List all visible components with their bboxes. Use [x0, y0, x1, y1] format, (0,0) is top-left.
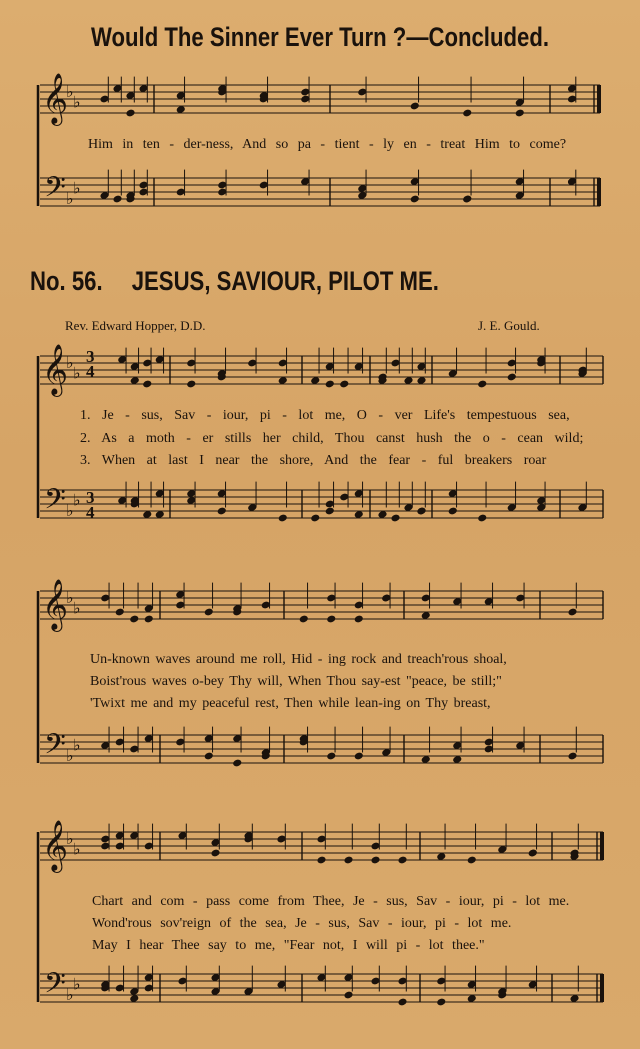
treble-note: [354, 601, 364, 610]
treble-note: [452, 597, 462, 606]
treble-note: [210, 838, 220, 847]
treble-note: [176, 91, 186, 100]
bass-note: [100, 980, 110, 989]
bass-note: [354, 510, 364, 519]
treble-note: [115, 608, 125, 617]
lyric-system2-verse2: Boist'rous waves o-bey Thy will, When Thou say-est "peace, be still;": [90, 674, 502, 689]
treble-note: [421, 594, 431, 603]
bass-note: [217, 188, 227, 197]
treble-note: [261, 601, 271, 610]
treble-note: [448, 369, 458, 378]
treble-note: [416, 362, 426, 371]
hymn-composer: J. E. Gould.: [478, 318, 540, 333]
bass-note: [138, 181, 148, 190]
bass-note: [130, 496, 140, 505]
bass-note: [339, 493, 349, 502]
bass-note: [343, 991, 353, 1000]
bass-note: [448, 507, 458, 516]
bass-note: [115, 984, 125, 993]
treble-note: [515, 109, 525, 118]
bass-note: [452, 741, 462, 750]
treble-note: [130, 376, 140, 385]
treble-note: [115, 831, 125, 840]
treble-note: [300, 95, 310, 104]
bass-note: [326, 752, 336, 761]
treble-note: [144, 615, 154, 624]
flat-sign: ♭: [73, 974, 81, 994]
treble-note: [536, 359, 546, 368]
bass-note: [397, 998, 407, 1007]
treble-note: [125, 91, 135, 100]
bass-note: [243, 987, 253, 996]
flat-sign: ♭: [73, 178, 81, 198]
treble-note: [536, 355, 546, 364]
bass-note: [112, 195, 122, 204]
treble-note: [129, 615, 139, 624]
bass-note: [186, 489, 196, 498]
treble-note: [100, 842, 110, 851]
bass-note: [217, 181, 227, 190]
bass-note: [515, 191, 525, 200]
lyric-system3-verse2: Wond'rous sov'reign of the sea, Je - sus, Sav - iour, pi - lot me.: [92, 916, 512, 931]
bass-note: [232, 734, 242, 743]
bass-note: [416, 507, 426, 516]
flat-sign: ♭: [66, 353, 74, 372]
bass-note: [354, 752, 364, 761]
bass-note: [467, 980, 477, 989]
treble-note: [567, 95, 577, 104]
bass-note: [536, 503, 546, 512]
treble-note: [130, 362, 140, 371]
bass-note: [421, 755, 431, 764]
time-signature-treble: 3 4: [86, 347, 95, 381]
bass-clef: 𝄢: [44, 728, 66, 768]
treble-note: [176, 105, 186, 114]
treble-note: [175, 590, 185, 599]
treble-note: [112, 84, 122, 93]
bass-note: [416, 507, 426, 516]
lyric-system3-verse1: Chart and com - pass come from Thee, Je - sus, Sav - iour, pi - lot me.: [92, 894, 570, 909]
treble-note: [416, 376, 426, 385]
treble-note: [259, 95, 269, 104]
bass-note: [397, 977, 407, 986]
treble-note: [528, 849, 538, 858]
bass-note: [142, 510, 152, 519]
bass-note: [462, 195, 472, 204]
lyric-system3-verse3: May I hear Thee say to me, "Fear not, I will pi - lot thee.": [92, 938, 485, 953]
treble-note: [377, 376, 387, 385]
treble-note: [397, 856, 407, 865]
treble-note: [278, 376, 288, 385]
flat-sign: ♭: [66, 501, 74, 520]
bass-note: [448, 489, 458, 498]
treble-note: [354, 362, 364, 371]
treble-note: [477, 380, 487, 389]
bass-note: [129, 987, 139, 996]
treble-note: [186, 359, 196, 368]
lyric-system1-verse1: 1. Je - sus, Sav - iour, pi - lot me, O - ver Life's tempestuous sea,: [80, 408, 570, 423]
lyric-system1-verse3: 3. When at last I near the shore, And the fear - ful breakers roar: [80, 453, 547, 468]
treble-note: [175, 601, 185, 610]
bass-note: [300, 177, 310, 186]
treble-note: [567, 608, 577, 617]
bass-note: [144, 984, 154, 993]
treble-note: [138, 84, 148, 93]
treble-note: [142, 380, 152, 389]
treble-note: [357, 88, 367, 97]
bass-note: [144, 734, 154, 743]
lyric-system2-verse1: Un-known waves around me roll, Hid - ing rock and treach'rous shoal,: [90, 652, 507, 667]
treble-note: [507, 359, 517, 368]
bass-note: [325, 507, 335, 516]
bass-note: [247, 503, 257, 512]
bass-note: [515, 741, 525, 750]
treble-note: [381, 594, 391, 603]
bass-note: [129, 994, 139, 1003]
treble-note: [577, 366, 587, 375]
bass-note: [507, 503, 517, 512]
bass-note: [462, 195, 472, 204]
bass-note: [536, 496, 546, 505]
previous-hymn-lyric-line: Him in ten - der-ness, And so pa - tient - ly en - treat Him to come?: [88, 137, 567, 152]
final-barline-thick: [597, 85, 601, 113]
bass-note: [243, 987, 253, 996]
bass-note: [176, 188, 186, 197]
treble-note: [243, 835, 253, 844]
treble-note: [247, 359, 257, 368]
bass-note: [138, 188, 148, 197]
treble-note: [569, 849, 579, 858]
treble-note: [403, 376, 413, 385]
treble-clef: 𝄞: [42, 344, 69, 395]
bass-note: [261, 752, 271, 761]
flat-sign: ♭: [66, 588, 74, 607]
bass-note: [436, 977, 446, 986]
treble-note: [100, 594, 110, 603]
treble-note: [467, 856, 477, 865]
bass-note: [276, 980, 286, 989]
bass-note: [354, 489, 364, 498]
bass-note: [232, 759, 242, 768]
flat-sign: ♭: [73, 363, 81, 383]
bass-note: [129, 745, 139, 754]
bass-note: [144, 973, 154, 982]
bass-note: [528, 980, 538, 989]
treble-note: [115, 842, 125, 851]
bass-clef: 𝄢: [44, 171, 66, 211]
treble-note: [515, 594, 525, 603]
bass-note: [343, 973, 353, 982]
bass-note: [99, 191, 109, 200]
treble-note: [567, 84, 577, 93]
hymn-title: JESUS, SAVIOUR, PILOT ME.: [131, 266, 439, 296]
treble-note: [259, 91, 269, 100]
treble-note: [339, 380, 349, 389]
bass-note: [115, 738, 125, 747]
treble-note: [125, 109, 135, 118]
flat-sign: ♭: [66, 829, 74, 848]
bass-note: [278, 514, 288, 523]
flat-sign: ♭: [66, 746, 74, 765]
flat-sign: ♭: [73, 839, 81, 859]
treble-note: [370, 842, 380, 851]
treble-note: [232, 608, 242, 617]
bass-note: [177, 977, 187, 986]
final-barline-thick: [597, 178, 601, 206]
treble-note: [577, 369, 587, 378]
bass-note: [484, 745, 494, 754]
treble-note: [326, 615, 336, 624]
flat-sign: ♭: [66, 985, 74, 1004]
treble-note: [436, 852, 446, 861]
bass-note: [316, 973, 326, 982]
treble-note: [117, 355, 127, 364]
flat-sign: ♭: [73, 735, 81, 755]
treble-note: [177, 831, 187, 840]
bass-note: [186, 496, 196, 505]
bass-note: [390, 514, 400, 523]
treble-note: [310, 376, 320, 385]
flat-sign: ♭: [73, 92, 81, 112]
treble-note: [326, 594, 336, 603]
bass-note: [567, 177, 577, 186]
bass-note: [100, 741, 110, 750]
bass-note: [497, 987, 507, 996]
bass-note: [467, 994, 477, 1003]
treble-note: [99, 95, 109, 104]
treble-note: [100, 835, 110, 844]
bass-note: [569, 994, 579, 1003]
treble-note: [155, 355, 165, 364]
lyric-system1-verse2: 2. As a moth - er stills her child, Thou canst hush the o - cean wild;: [80, 431, 584, 446]
flat-sign: ♭: [73, 490, 81, 510]
bass-note: [381, 748, 391, 757]
flat-sign: ♭: [66, 189, 74, 208]
treble-note: [243, 831, 253, 840]
bass-note: [210, 987, 220, 996]
previous-hymn-title: Would The Sinner Ever Turn ?—Concluded.: [91, 22, 549, 52]
bass-note: [175, 738, 185, 747]
bass-note: [299, 738, 309, 747]
bass-note: [125, 195, 135, 204]
bass-clef: 𝄢: [44, 967, 66, 1007]
final-barline-thick: [600, 832, 604, 860]
bass-note: [117, 496, 127, 505]
bass-note: [567, 177, 577, 186]
treble-note: [144, 842, 154, 851]
bass-note: [567, 752, 577, 761]
bass-note: [204, 734, 214, 743]
treble-note: [354, 615, 364, 624]
treble-clef: 𝄞: [42, 73, 69, 124]
bass-note: [325, 500, 335, 509]
bass-note: [477, 514, 487, 523]
bass-note: [310, 514, 320, 523]
treble-clef: 𝄞: [42, 820, 69, 871]
bass-note: [357, 184, 367, 193]
treble-note: [343, 856, 353, 865]
bass-note: [100, 984, 110, 993]
treble-note: [528, 849, 538, 858]
treble-note: [325, 380, 335, 389]
treble-note: [217, 369, 227, 378]
bass-note: [497, 991, 507, 1000]
treble-note: [569, 852, 579, 861]
treble-note: [232, 604, 242, 613]
treble-note: [278, 359, 288, 368]
treble-note: [507, 373, 517, 382]
treble-note: [276, 835, 286, 844]
bass-note: [204, 752, 214, 761]
hymn-heading: [30, 266, 522, 297]
bass-note: [125, 191, 135, 200]
treble-note: [299, 615, 309, 624]
treble-note: [381, 594, 391, 603]
bass-note: [155, 510, 165, 519]
treble-note: [217, 84, 227, 93]
treble-note: [370, 856, 380, 865]
bass-note: [377, 510, 387, 519]
treble-note: [377, 373, 387, 382]
staff-pair-3: [38, 820, 604, 1007]
treble-note: [316, 856, 326, 865]
hymn-number: No. 56.: [30, 266, 103, 296]
bass-note: [155, 489, 165, 498]
flat-sign: ♭: [73, 598, 81, 618]
treble-note: [410, 102, 420, 111]
bass-note: [410, 195, 420, 204]
bass-note: [370, 977, 380, 986]
bass-clef: 𝄢: [44, 483, 66, 523]
treble-note: [217, 373, 227, 382]
treble-clef: 𝄞: [42, 579, 69, 630]
bass-note: [261, 748, 271, 757]
bass-note: [577, 503, 587, 512]
treble-note: [316, 835, 326, 844]
bass-note: [130, 500, 140, 509]
bass-note: [515, 177, 525, 186]
time-signature-bass: 3 4: [86, 488, 95, 522]
treble-note: [421, 611, 431, 620]
bass-note: [357, 191, 367, 200]
treble-note: [515, 98, 525, 107]
treble-note: [276, 835, 286, 844]
bass-note: [217, 507, 227, 516]
flat-sign: ♭: [66, 82, 74, 101]
treble-note: [300, 88, 310, 97]
treble-note: [142, 359, 152, 368]
bass-note: [217, 489, 227, 498]
treble-note: [484, 597, 494, 606]
bass-note: [436, 998, 446, 1007]
treble-note: [210, 849, 220, 858]
bass-note: [577, 503, 587, 512]
hymn-author: Rev. Edward Hopper, D.D.: [65, 318, 206, 333]
bass-note: [484, 738, 494, 747]
treble-note: [390, 359, 400, 368]
bass-note: [300, 177, 310, 186]
treble-note: [144, 604, 154, 613]
treble-note: [186, 380, 196, 389]
lyric-system2-verse3: 'Twixt me and my peaceful rest, Then while lean-ing on Thy breast,: [90, 696, 491, 711]
bass-note: [210, 973, 220, 982]
treble-note: [325, 362, 335, 371]
treble-note: [129, 831, 139, 840]
treble-note: [462, 109, 472, 118]
treble-note: [204, 608, 214, 617]
bass-note: [452, 755, 462, 764]
treble-note: [217, 88, 227, 97]
final-barline-thick: [600, 974, 604, 1002]
treble-note: [497, 845, 507, 854]
bass-note: [299, 734, 309, 743]
bass-note: [403, 503, 413, 512]
bass-note: [410, 177, 420, 186]
bass-note: [259, 181, 269, 190]
